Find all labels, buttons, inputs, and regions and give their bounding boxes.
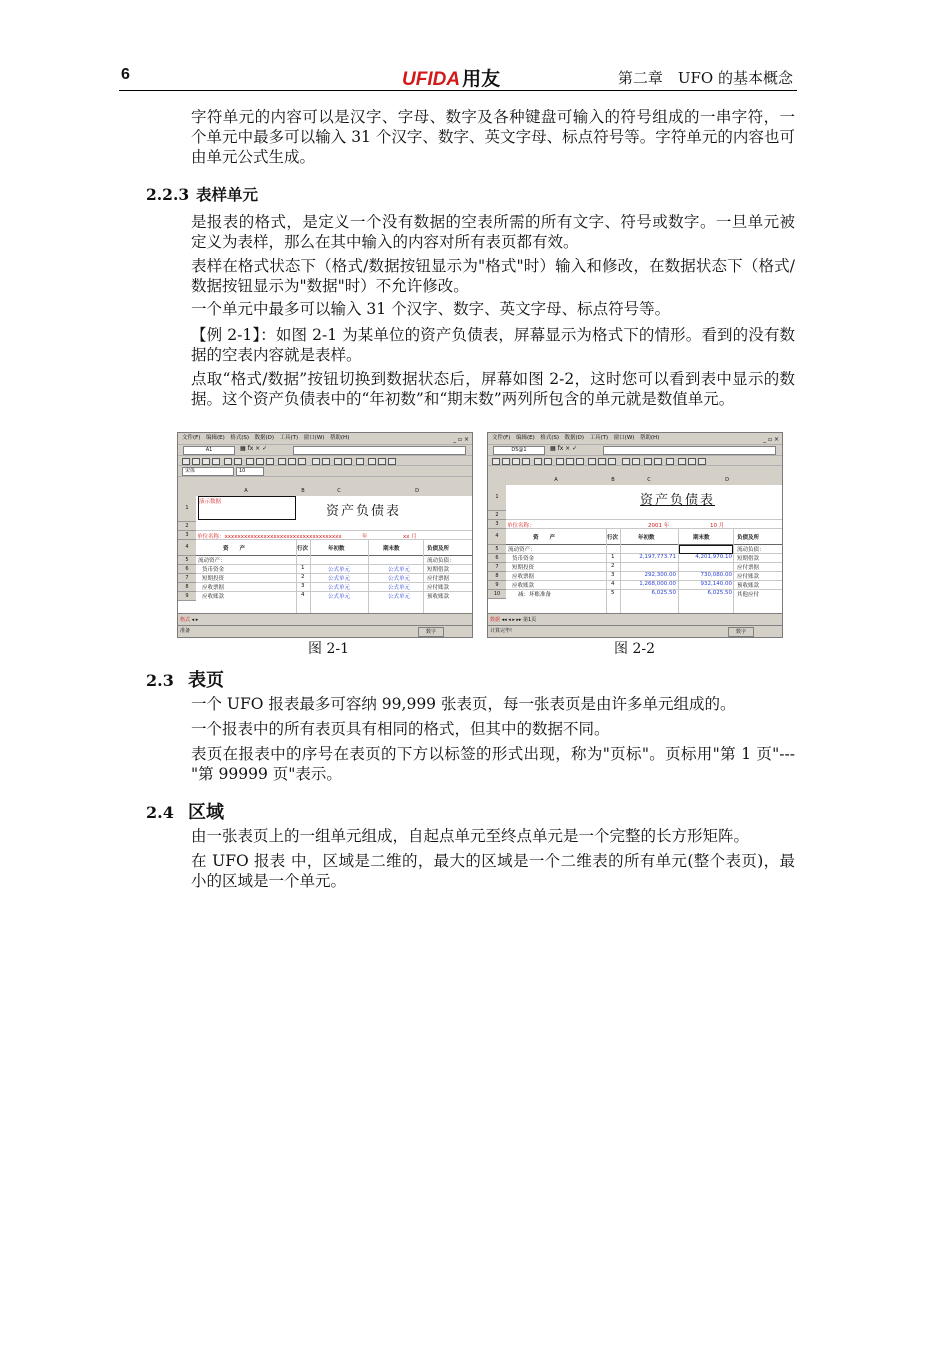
row-header: 10 [488,590,506,599]
paragraph: 表样在格式状态下（格式/数据按钮显示为"格式"时）输入和修改，在数据状态下（格式/数据按钮显示为"数据"时）不允许修改。 [191,257,795,295]
column-header: D [368,487,466,497]
figure-caption: 图 2-2 [614,641,655,657]
paragraph: 一个报表中的所有表页具有相同的格式，但其中的数据不同。 [191,720,610,738]
column-header: C [620,476,678,486]
row-header: 3 [178,531,196,540]
row-header: 8 [488,572,506,581]
figure-caption: 图 2-1 [308,641,349,657]
row-header: 3 [488,520,506,529]
paragraph: 在 UFO 报表 中，区域是二维的，最大的区域是一个二维表的所有单元(整个表页)，最小的区域是一个单元。 [191,852,795,890]
menu-bar: 文件(F) 编辑(E) 格式(S) 数据(D) 工具(T) 窗口(W) 帮助(H) _ ▫ × [488,433,782,445]
row-header: 4 [488,529,506,545]
unit-name-cell: 单位名称： [507,523,535,529]
sheet-tab-bar: 数据 ◂◂ ◂ ▸ ▸▸ 第1页 [488,613,782,626]
formula-bar: D5@1 ▦ fx × ✓ [488,445,782,456]
paragraph: 表页在报表中的序号在表页的下方以标签的形式出现，称为"页标"。页标用"第 1 页"---"第 99999 页"表示。 [191,745,795,783]
cell-a1[interactable]: 演示数据 [198,496,296,520]
font-select[interactable]: 宋体 [182,467,234,476]
font-size-select[interactable]: 10 [236,467,264,476]
toolbar [488,456,782,466]
toolbar [178,456,472,466]
row-header: 6 [488,554,506,563]
column-header: C [310,487,368,497]
paragraph: 【例 2-1】：如图 2-1 为某单位的资产负债表，屏幕显示为格式下的情形。看到的没有数据的空表内容就是表样。 [191,326,795,364]
row-header: 2 [178,522,196,531]
ufida-logo: UFIDA 用友 [402,69,501,90]
row-header: 5 [488,545,506,554]
formula-input[interactable] [603,446,776,455]
format-data-toggle[interactable]: 格式 [180,617,191,623]
figure-2-2-screenshot [487,432,783,638]
unit-name-cell: 单位名称：xxxxxxxxxxxxxxxxxxxxxxxxxxxxxxxxxxxx [197,534,342,540]
column-header: D [678,476,776,486]
column-header: A [196,487,296,497]
row-header: 5 [178,556,196,565]
row-header: 8 [178,583,196,592]
cell-reference-box[interactable]: A1 [183,446,235,455]
sheet-tab-page-1[interactable]: 第1页 [523,617,537,623]
row-header: 6 [178,565,196,574]
status-bar: 计算完毕! 数字 [488,625,782,637]
page-header [119,62,797,91]
paragraph: 字符单元的内容可以是汉字、字母、数字及各种键盘可输入的符号组成的一串字符，一个单元中最多可以输入 31 个汉字、数字、英文字母、标点符号等。字符单元的内容也可由单元公式生成。 [191,108,795,166]
column-header: B [296,487,310,497]
cell-reference-box[interactable]: D5@1 [493,446,545,455]
menu-bar: 文件(F) 编辑(E) 格式(S) 数据(D) 工具(T) 窗口(W) 帮助(H) _ ▫ × [178,433,472,445]
row-header: 9 [488,581,506,590]
format-data-toggle[interactable]: 数据 [490,617,501,623]
row-header: 9 [178,592,196,601]
paragraph: 由一张表页上的一组单元组成，自起点单元至终点单元是一个完整的长方形矩阵。 [191,827,750,845]
format-bar [178,466,472,477]
row-header: 7 [488,563,506,572]
selected-cell[interactable] [679,545,733,554]
sheet-tab-bar: 格式 ◂ ▸ [178,613,472,626]
figure-2-1-screenshot [177,432,473,638]
section-heading-2-4: 2.4 区域 [146,802,224,823]
paragraph: 一个 UFO 报表最多可容纳 99,999 张表页，每一张表页是由许多单元组成的。 [191,695,736,713]
report-title: 资产负债表 [640,493,716,508]
sheet-grid: 1 2 3 4 5 6 7 8 9 演示数据 资产负债表 单位名称：xxxxxxxxxxxxxxxxxxxxxxxxxxxxxxxxxxxx 年 xx 月 资 产 行次 年初数 期末数 负债及所 流动资产： 流动负债： 货币资金 1 公式单元 公式单元 短期借款 短期投资 2 公式单元 公式单元 应付票据 应收票据 3 公式单元 公式单元 应付账款 应收账款 4 公式单元 公式单元 预收账款 [178,496,472,613]
row-header: 1 [178,496,196,522]
chapter-title: 第二章 UFO 的基本概念 [617,69,793,87]
column-header: A [506,476,606,486]
formula-input[interactable] [293,446,466,455]
report-title: 资产负债表 [326,504,402,519]
page-number: 6 [121,66,130,83]
paragraph: 点取“格式/数据”按钮切换到数据状态后，屏幕如图 2-2，这时您可以看到表中显示的数据。这个资产负债表中的“年初数”和“期末数”两列所包含的单元就是数值单元。 [191,370,795,408]
status-bar: 准备 数字 [178,625,472,637]
row-header: 1 [488,485,506,511]
row-header: 2 [488,511,506,520]
paragraph: 一个单元中最多可以输入 31 个汉字、数字、英文字母、标点符号等。 [191,300,671,318]
column-header: B [606,476,620,486]
sheet-grid: 1 2 3 4 5 6 7 8 9 10 资产负债表 单位名称： 2001 年 10 月 资 产 行次 年初数 期末数 负债及所 流动资产： 流动负债： 货币资金 1 2,197,773.71 4,201,970.10 短期借款 短期投资 2 应付票据 应收票据 3 292,300.00 730,080.00 应付账款 应收账款 4 1,268,000.00 932,140.00 预收账款 减：坏账准备 5 6,025.50 6,025.50 其他应付 [488,485,782,613]
row-header: 4 [178,540,196,556]
section-heading-2-2-3: 2.2.3 表样单元 [146,185,259,204]
row-header: 7 [178,574,196,583]
paragraph: 是报表的格式，是定义一个没有数据的空表所需的所有文字、符号或数字。一旦单元被定义为表样，那么在其中输入的内容对所有表页都有效。 [191,213,795,251]
formula-bar: A1 ▦ fx × ✓ [178,445,472,456]
section-heading-2-3: 2.3 表页 [146,670,224,691]
